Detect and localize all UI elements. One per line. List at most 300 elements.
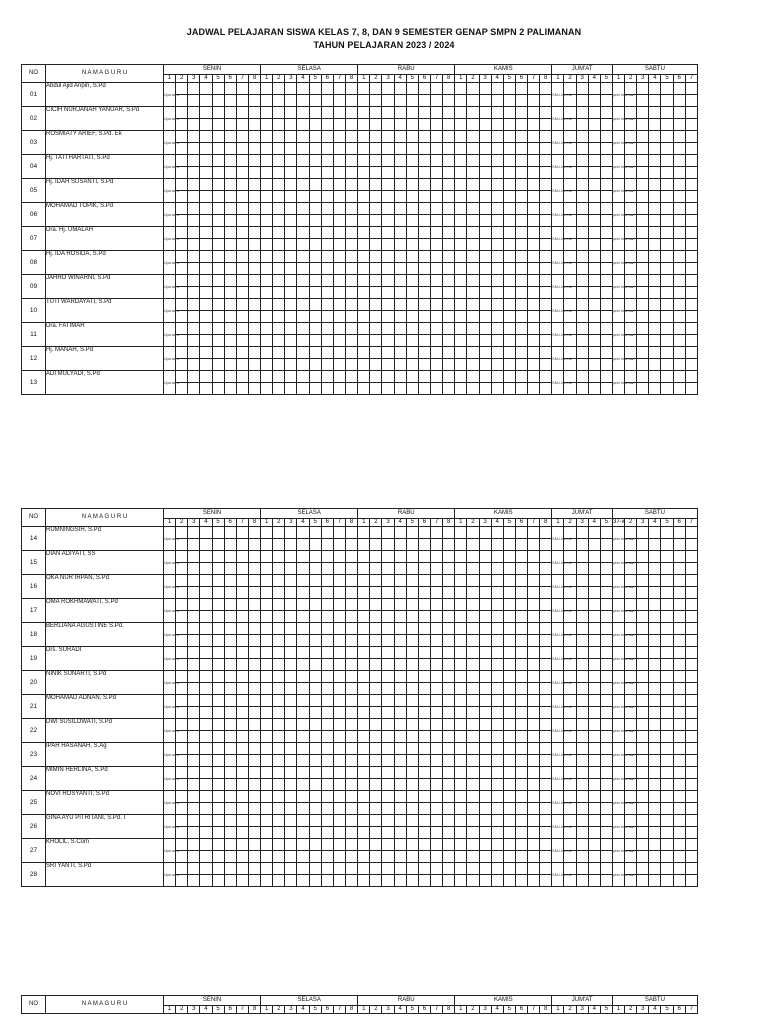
class-cell [248,335,260,347]
subject-cell [528,83,540,95]
class-cell [540,635,552,647]
subject-cell [503,347,515,359]
class-cell [394,215,406,227]
subject-cell [358,83,370,95]
class-cell [576,707,588,719]
subject-cell [382,371,394,383]
class-cell [358,683,370,695]
subject-cell [661,671,673,683]
subject-cell [394,815,406,827]
subject-cell [188,347,200,359]
class-cell [358,359,370,371]
class-cell [188,311,200,323]
subject-cell [600,131,612,143]
class-cell [261,851,273,863]
class-cell [273,539,285,551]
class-cell [637,803,649,815]
subject-cell [576,299,588,311]
subject-cell [224,275,236,287]
class-cell [491,683,503,695]
class-cell [649,875,661,887]
subject-cell [467,767,479,779]
period-number: 2 [467,519,479,527]
class-cell [248,611,260,623]
class-cell [382,563,394,575]
subject-cell [212,743,224,755]
subject-cell [261,695,273,707]
class-cell [637,539,649,551]
period-number: 4 [491,1006,503,1014]
subject-cell [285,815,297,827]
class-cell [333,803,345,815]
class-cell [479,311,491,323]
subject-cell [358,179,370,191]
subject-cell [273,791,285,803]
subject-cell [479,227,491,239]
class-cell [188,95,200,107]
class-cell [418,659,430,671]
class-cell [455,635,467,647]
class-cell [212,359,224,371]
upacara-note: Upa cara [164,623,176,647]
class-cell [600,827,612,839]
class-cell [685,311,697,323]
subject-cell [236,251,248,263]
class-cell [285,683,297,695]
class-cell [661,611,673,623]
class-cell [382,311,394,323]
class-cell [406,215,418,227]
upacara-note: Upa cara [164,551,176,575]
class-cell [200,119,212,131]
teacher-name: Hj. TATI HARTATI, S.Pd [46,155,164,179]
subject-cell [309,347,321,359]
class-cell [649,779,661,791]
class-cell [503,707,515,719]
day-header: SABTU [612,996,697,1006]
subject-cell [576,371,588,383]
class-cell [479,215,491,227]
class-cell [224,803,236,815]
class-cell [515,143,527,155]
subject-cell [528,179,540,191]
period-number: 5 [406,519,418,527]
subject-cell [345,299,357,311]
subject-cell [309,839,321,851]
pembiasaan-note: pem bias aan [612,599,624,623]
class-cell [540,383,552,395]
subject-cell [576,839,588,851]
class-cell [430,635,442,647]
subject-cell [212,671,224,683]
subject-cell [297,767,309,779]
class-cell [261,587,273,599]
subject-cell [236,647,248,659]
upacara-note: Upa cara [164,863,176,887]
class-cell [406,191,418,203]
class-cell [600,287,612,299]
subject-cell [273,227,285,239]
class-cell [273,263,285,275]
subject-cell [370,347,382,359]
subject-cell [467,251,479,263]
subject-cell [261,179,273,191]
class-cell [528,143,540,155]
class-cell [358,659,370,671]
subject-cell [261,719,273,731]
pembiasaan-note: pem bias aan [612,575,624,599]
subject-cell [661,815,673,827]
class-cell [345,287,357,299]
class-cell [430,311,442,323]
subject-cell [285,83,297,95]
subject-cell [673,815,685,827]
subject-cell [515,695,527,707]
period-number: 2 [467,75,479,83]
class-cell [515,383,527,395]
class-cell [309,383,321,395]
subject-cell [345,155,357,167]
subject-cell [248,551,260,563]
subject-cell [345,863,357,875]
subject-cell [540,371,552,383]
subject-cell [224,251,236,263]
period-number: 8 [540,519,552,527]
subject-cell [661,131,673,143]
subject-cell [321,551,333,563]
class-cell [273,335,285,347]
subject-cell [309,791,321,803]
class-cell [345,563,357,575]
class-cell [540,707,552,719]
subject-cell [503,815,515,827]
subject-cell [503,131,515,143]
class-cell [382,287,394,299]
class-cell [297,731,309,743]
subject-cell [297,575,309,587]
subject-cell [261,107,273,119]
period-number: 37-x [612,519,625,525]
class-cell [309,311,321,323]
class-cell [576,851,588,863]
class-cell [576,587,588,599]
subject-cell [321,719,333,731]
class-cell [661,563,673,575]
subject-cell [685,599,697,611]
class-cell [600,803,612,815]
subject-cell [540,623,552,635]
upacara-note: Upa cara [164,719,176,743]
subject-cell [224,551,236,563]
subject-cell [649,83,661,95]
subject-cell [443,527,455,539]
subject-cell [637,155,649,167]
period-number: 6 [673,75,685,83]
class-cell [406,755,418,767]
subject-cell [236,743,248,755]
class-cell [515,659,527,671]
pembiasaan-note: pem bias aan [612,179,624,203]
period-number: 8 [345,75,357,83]
class-cell [394,803,406,815]
subject-cell [503,323,515,335]
subject-cell [540,647,552,659]
class-cell [273,635,285,647]
class-cell [515,683,527,695]
class-cell [261,539,273,551]
subject-cell [685,83,697,95]
subject-cell [515,251,527,263]
subject-cell [309,599,321,611]
class-cell [637,191,649,203]
class-cell [224,659,236,671]
class-cell [224,731,236,743]
subject-cell [540,203,552,215]
sku-note: SKU Jum sh [552,203,564,227]
subject-cell [285,623,297,635]
class-cell [236,755,248,767]
class-cell [394,287,406,299]
class-cell [540,191,552,203]
sku-note: SKU Jum sh [552,251,564,275]
pembiasaan-note: pem bias aan [612,671,624,695]
col-name-header: N A M A G U R U [46,65,164,83]
class-cell [200,167,212,179]
class-cell [333,659,345,671]
class-cell [430,803,442,815]
class-cell [600,263,612,275]
subject-cell [285,695,297,707]
class-cell [382,755,394,767]
subject-cell [588,623,600,635]
subject-cell [540,347,552,359]
subject-cell [637,647,649,659]
class-cell [443,167,455,179]
class-cell [406,167,418,179]
subject-cell [236,299,248,311]
subject-cell [188,599,200,611]
period-number: 2 [273,1006,285,1014]
subject-cell [358,251,370,263]
subject-cell [528,131,540,143]
class-cell [309,263,321,275]
class-cell [418,707,430,719]
subject-cell [637,791,649,803]
class-cell [212,779,224,791]
subject-cell [321,527,333,539]
subject-cell [673,719,685,731]
class-cell [236,683,248,695]
class-cell [588,827,600,839]
day-header: JUM'AT [552,509,613,519]
period-number: 2 [370,519,382,527]
subject-cell [418,695,430,707]
class-cell [200,731,212,743]
subject-cell [479,179,491,191]
subject-cell [309,575,321,587]
subject-cell [576,83,588,95]
sku-note: SKU Jum sh [552,791,564,815]
sku-note: SKU Jum sh [552,647,564,671]
class-cell [515,803,527,815]
upacara-note: Upa cara [164,599,176,623]
class-cell [673,707,685,719]
class-cell [273,95,285,107]
subject-cell [600,863,612,875]
class-cell [588,875,600,887]
subject-cell [430,83,442,95]
subject-cell [467,839,479,851]
subject-cell [491,323,503,335]
subject-cell [637,599,649,611]
subject-cell [430,179,442,191]
subject-cell [236,131,248,143]
class-cell [418,611,430,623]
subject-cell [515,767,527,779]
pembiasaan-note: pem bias aan [612,251,624,275]
subject-cell [188,671,200,683]
upacara-note: Upa cara [164,527,176,551]
class-cell [467,287,479,299]
class-cell [418,587,430,599]
subject-cell [443,575,455,587]
subject-cell [418,575,430,587]
row-number: 23 [22,743,46,767]
class-cell [491,587,503,599]
subject-cell [649,767,661,779]
subject-cell [430,863,442,875]
period-number: 8 [540,75,552,83]
class-cell [394,191,406,203]
subject-cell [673,131,685,143]
subject-cell [248,275,260,287]
class-cell [503,263,515,275]
class-cell [370,215,382,227]
class-cell [382,359,394,371]
subject-cell [637,251,649,263]
period-number: 6 [321,1006,333,1014]
class-cell [443,191,455,203]
period-number: 5 [406,1006,418,1014]
subject-cell [200,371,212,383]
class-cell [309,95,321,107]
subject-cell [406,155,418,167]
subject-cell [394,647,406,659]
class-cell [309,563,321,575]
class-cell [212,731,224,743]
subject-cell [358,575,370,587]
subject-cell [430,575,442,587]
subject-cell [370,203,382,215]
subject-cell [236,179,248,191]
subject-cell [370,719,382,731]
subject-cell [309,695,321,707]
class-cell [649,635,661,647]
class-cell [576,143,588,155]
class-cell [528,383,540,395]
period-number: 8 [443,75,455,83]
class-cell [685,755,697,767]
row-number: 21 [22,695,46,719]
class-cell [236,287,248,299]
class-cell [333,383,345,395]
subject-cell [637,743,649,755]
class-cell [685,851,697,863]
subject-cell [637,227,649,239]
subject-cell [370,179,382,191]
period-number: 1 [552,75,564,83]
class-cell [491,335,503,347]
class-cell [370,239,382,251]
class-cell [528,119,540,131]
subject-cell [528,227,540,239]
pembiasaan-note: pem bias aan [612,83,624,107]
class-cell [418,119,430,131]
subject-cell [515,299,527,311]
class-cell [406,119,418,131]
subject-cell [479,203,491,215]
class-cell [649,215,661,227]
pembiasaan-note: pem bias aan [612,347,624,371]
class-cell [236,359,248,371]
subject-cell [600,551,612,563]
class-cell [370,191,382,203]
class-cell [455,779,467,791]
subject-cell [479,155,491,167]
class-cell [321,851,333,863]
subject-cell [418,527,430,539]
subject-cell [588,839,600,851]
subject-cell [273,839,285,851]
class-cell [261,779,273,791]
class-cell [382,707,394,719]
subject-cell [370,527,382,539]
class-cell [200,659,212,671]
subject-cell [382,815,394,827]
class-cell [443,383,455,395]
period-number: 4 [588,1006,600,1014]
subject-cell [673,743,685,755]
subject-cell [430,107,442,119]
subject-cell [661,323,673,335]
subject-cell [370,863,382,875]
subject-cell [540,179,552,191]
class-cell [285,635,297,647]
subject-cell [649,863,661,875]
sku-note: SKU Jum sh [552,719,564,743]
sku-note: SKU Jum sh [552,743,564,767]
class-cell [285,659,297,671]
period-number: 1 [261,519,273,527]
class-cell [382,167,394,179]
subject-cell [236,695,248,707]
pembiasaan-note: pem bias aan [612,155,624,179]
class-cell [236,167,248,179]
class-cell [406,683,418,695]
period-number: 1 [358,75,370,83]
subject-cell [394,623,406,635]
subject-cell [503,767,515,779]
upacara-note: Upa cara [164,275,176,299]
class-cell [309,587,321,599]
class-cell [321,383,333,395]
class-cell [236,827,248,839]
class-cell [673,287,685,299]
subject-cell [418,179,430,191]
class-cell [637,215,649,227]
class-cell [406,263,418,275]
subject-cell [333,719,345,731]
